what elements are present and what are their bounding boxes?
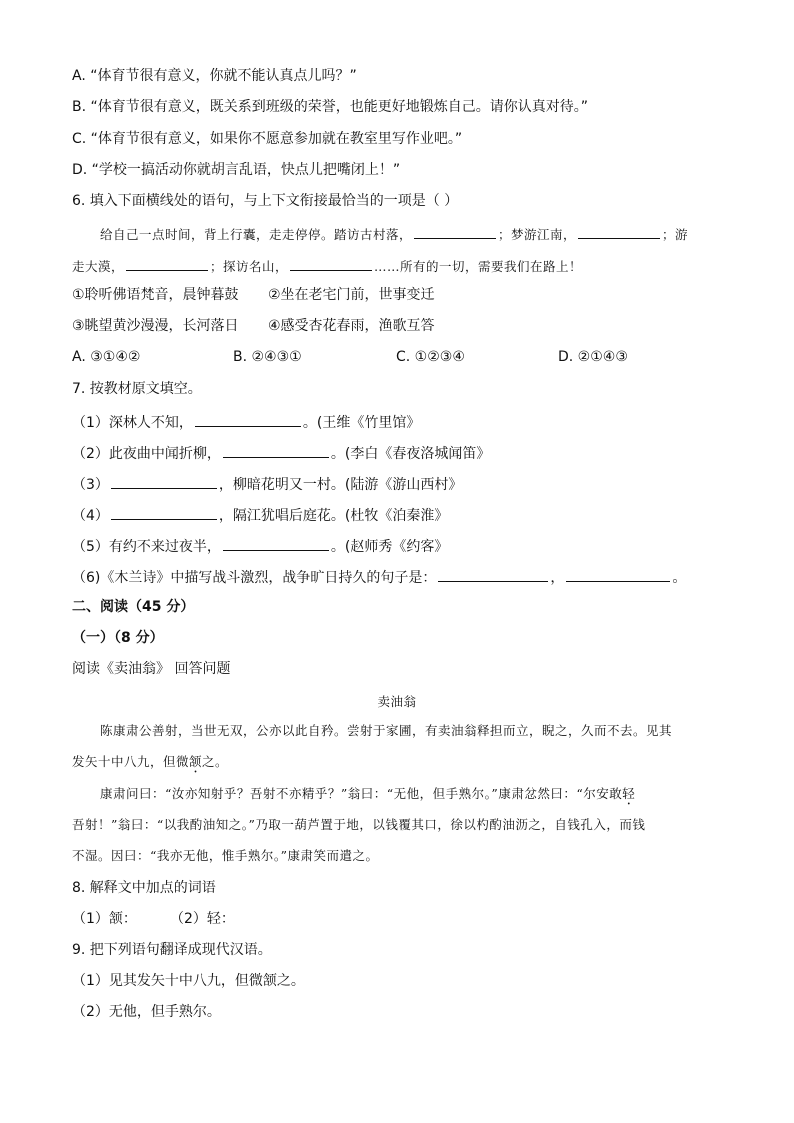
passage-p1-line2 — [72, 753, 228, 776]
q6-item-2: ②坐在老宅门前，世事变迁 — [268, 287, 435, 303]
q7-blank — [566, 567, 670, 582]
q7-line-6 — [72, 567, 686, 587]
q6-passage-text: 给自己一点时间，背上行囊，走走停停。踏访古村落， — [100, 227, 413, 242]
q6-passage-line2 — [72, 256, 582, 276]
q7-text: 。 — [672, 570, 687, 586]
q7-blank — [111, 505, 217, 520]
q8-stem: 8. 解释文中加点的词语 — [72, 880, 216, 896]
q5-option-d: D. “学校一搞活动你就胡言乱语，快点儿把嘴闭上！” — [72, 162, 401, 178]
q7-text: （2）此夜曲中闻折柳， — [72, 446, 221, 462]
passage-text: 之。 — [202, 754, 229, 769]
q6-item-1: ①聆听佛语梵音，晨钟暮鼓 — [72, 287, 239, 303]
q6-passage-text: ；探访名山， — [210, 259, 289, 274]
section-heading: 二、阅读（45 分） — [72, 599, 195, 615]
q6-choice-d: D. ②①④③ — [558, 349, 628, 365]
q7-blank — [223, 536, 329, 551]
q7-line-5 — [72, 536, 448, 556]
reading-instruction: 阅读《卖油翁》 回答问题 — [72, 661, 231, 677]
q6-choice-c: C. ①②③④ — [396, 349, 465, 365]
passage-text: 康肃问曰：“汝亦知射乎？吾射不亦精乎？”翁曰：“无他，但手熟尔。”康肃忿然曰：“尔安敢 — [100, 786, 623, 801]
q7-line-4 — [72, 505, 448, 525]
q7-blank — [111, 474, 217, 489]
q7-text: ，柳暗花明又一村。(陆游《游山西村》 — [218, 477, 463, 493]
q9-item-2: （2）无他，但手熟尔。 — [72, 1004, 221, 1020]
q7-blank — [195, 412, 301, 427]
q6-item-3: ③眺望黄沙漫漫，长河落日 — [72, 318, 239, 334]
q7-text: （1）深林人不知， — [72, 415, 193, 431]
q6-blank-4 — [290, 256, 372, 271]
q6-choice-b: B. ②④③① — [233, 349, 302, 365]
passage-p2-line2: 吾射！”翁曰：“以我酌油知之。”乃取一葫芦置于地，以钱覆其口，徐以杓酌油沥之，自钱孔入，而钱 — [72, 817, 646, 832]
q7-text: ，隔江犹唱后庭花。(杜牧《泊秦淮》 — [218, 508, 449, 524]
passage-p2-line3: 不湿。因曰：“我亦无他，惟手熟尔。”康肃笑而遣之。 — [72, 848, 379, 863]
q6-blank-1 — [414, 224, 496, 239]
q7-text: 。(赵师秀《约客》 — [330, 539, 449, 555]
q7-text: （6)《木兰诗》中描写战斗激烈，战争旷日持久的句子是： — [72, 570, 437, 586]
sub-section-heading: （一）（8 分） — [72, 630, 164, 646]
q7-text: （3） — [72, 477, 109, 493]
q5-option-a: A. “体育节很有意义，你就不能认真点儿吗？” — [72, 68, 357, 84]
q6-passage-line1 — [100, 224, 688, 244]
q7-line-2 — [72, 443, 490, 463]
q6-stem: 6. 填入下面横线处的语句，与上下文衔接最恰当的一项是（ ） — [72, 193, 459, 209]
passage-text: 发矢十中八九，但微 — [72, 754, 190, 769]
q6-passage-text: ；梦游江南， — [498, 227, 577, 242]
q7-text: ， — [550, 570, 565, 586]
q6-passage-text: 走大漠， — [72, 259, 125, 274]
q7-text: 。(王维《竹里馆》 — [302, 415, 421, 431]
q6-blank-2 — [578, 224, 660, 239]
q6-blank-3 — [126, 256, 208, 271]
q7-line-3 — [72, 474, 462, 494]
q7-blank — [438, 567, 548, 582]
dotted-word-qing: 轻 — [622, 786, 636, 801]
q5-option-c: C. “体育节很有意义，如果你不愿意参加就在教室里写作业吧。” — [72, 131, 463, 147]
q6-choice-a: A. ③①④② — [72, 349, 141, 365]
q7-stem: 7. 按教材原文填空。 — [72, 381, 202, 397]
q6-item-4: ④感受杏花春雨，渔歌互答 — [268, 318, 435, 334]
q5-option-b: B. “体育节很有意义，既关系到班级的荣誉，也能更好地锻炼自己。请你认真对待。” — [72, 99, 589, 115]
passage-title: 卖油翁 — [377, 694, 417, 709]
q8-item-1: （1）颔： — [72, 911, 137, 927]
q9-stem: 9. 把下列语句翻译成现代汉语。 — [72, 942, 272, 958]
q7-line-1 — [72, 412, 420, 432]
q6-passage-text: ……所有的一切，需要我们在路上！ — [374, 259, 583, 274]
q7-text: （5）有约不来过夜半， — [72, 539, 221, 555]
q7-text: （4） — [72, 508, 109, 524]
q6-passage-text: ；游 — [662, 227, 689, 242]
passage-p2-line1 — [100, 785, 635, 808]
q7-text: 。(李白《春夜洛城闻笛》 — [330, 446, 491, 462]
dotted-word-han: 颔 — [189, 754, 203, 769]
passage-p1-line1: 陈康肃公善射，当世无双，公亦以此自矜。尝射于家圃，有卖油翁释担而立，睨之，久而不去。见其 — [100, 723, 673, 738]
q8-item-2: （2）轻： — [170, 911, 235, 927]
q7-blank — [223, 443, 329, 458]
q9-item-1: （1）见其发矢十中八九，但微颔之。 — [72, 973, 305, 989]
